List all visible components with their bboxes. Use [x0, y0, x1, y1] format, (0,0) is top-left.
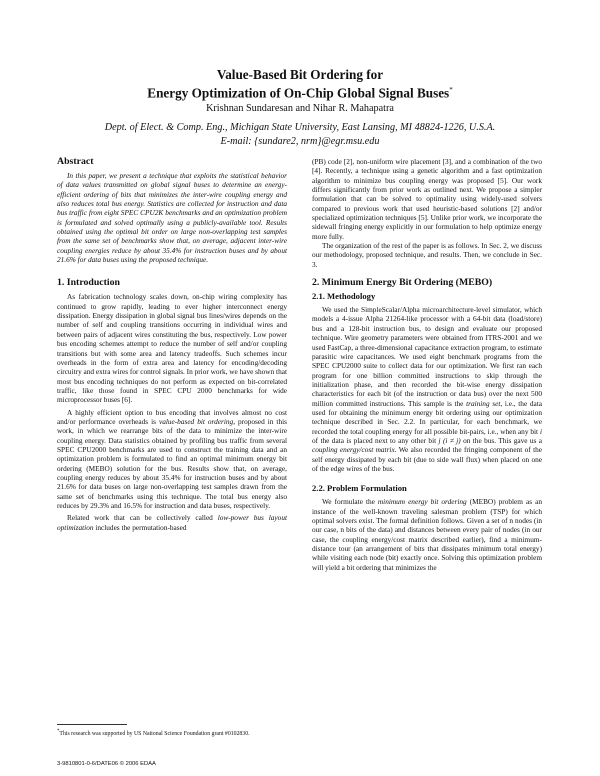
footnote	[57, 728, 285, 738]
methodology-text-b: , i.e., the data used for obtaining the minimum energy bit ordering using our optimization technique described in Sec. 2.2. In particular, for each benchmark, we recorded the total coupling energy for all possible bit-pairs, i.e., when any bit	[312, 398, 543, 436]
intro-continued-paragraph: (PB) code [2], non-uniform wire placement [3], and a combination of the two [4]. Recently, a technique using a genetic algorithm and a fast optimization algorithm to minimize bus coupling energy was proposed [5]. Our work differs significantly from prior work as outlined next. We propose a simpler formulation that can be solved to optimality using widely-used solvers compared to previous work that used heuristic-based solutions [2] and/or specialized optimization techniques [5]. Unlike prior work, we incorporate the sidewall fringing energy explicitly in our formulation to help optimize energy more fully.	[312, 157, 542, 241]
methodology-text-c: of the data is placed next to any other bit	[312, 435, 439, 445]
problem-formulation-heading: 2.2. Problem Formulation	[312, 483, 407, 494]
methodology-emphasis-2: i	[539, 426, 542, 436]
methodology-emphasis-1: training set	[466, 398, 501, 408]
methodology-heading: 2.1. Methodology	[312, 291, 376, 302]
left-column	[57, 156, 287, 532]
paper-title-text: Energy Optimization of On-Chip Global Signal Buses	[147, 85, 450, 101]
footnote-rule	[57, 724, 127, 725]
methodology-text-a: We used the SimpleScalar/Alpha microarchitecture-level simulator, which models a 4-issue Alpha 21264-like processor with a 64-bit data (load/store) bus and a 128-bit instruction bus, to design and evaluate our proposed technique. Wire geometry parameters were obtained from ITRS-2001 and we used FastCap, a three-dimensional capacitance extraction program, to estimate parasitic wire capacitances. We used eight benchmark programs from the SPEC CPU2000 suite to collect data for our optimization. We first ran each program for one billion committed instructions to skip through the initialization phase, and then recorded the bit-wise energy dissipation characteristics for each bit (of the instruction or data bus) over the next 500 million committed instructions. This sample is the	[312, 305, 542, 408]
page-footer: 3-9810801-0-6/DATE06 © 2006 EDAA	[57, 761, 156, 767]
footnote-mark: *	[57, 729, 60, 734]
footnote-text: This research was supported by US National Science Foundation grant #0102830.	[59, 730, 250, 737]
intro-p2-text-a: A highly efficient option to bus encoding that involves almost no cost and/or performance overheads is	[57, 407, 287, 426]
authors: Krishnan Sundaresan and Nihar R. Mahapatra	[206, 103, 394, 114]
methodology-emphasis-3: j (i ≠ j)	[438, 435, 461, 445]
methodology-paragraph	[312, 305, 542, 473]
abstract-text: In this paper, we present a technique that exploits the statistical behavior of data values transmitted on global signal buses to determine an energy-efficient ordering of bits that minimizes the inter-wire coupling energy and also reduces total bus energy. Statistics are collected for instruction and data bus traffic from eight SPEC CPU2K benchmarks and an optimization problem is formulated and solved optimally using a publicly-available tool. Results obtained using the optimal bit order on large non-overlapping test samples from the same set of benchmarks show that, on average, adjacent inter-wire coupling energies reduce by about 35.4% for instruction buses and by about 21.6% for data buses using the proposed technique.	[57, 171, 287, 265]
methodology-emphasis-4: coupling energy/cost matrix	[312, 445, 395, 455]
formulation-text-a: We formulate the	[322, 497, 378, 507]
title-footnote-mark: *	[449, 86, 453, 94]
formulation-text-b: (MEBO) problem as an instance of the well-known traveling salesman problem (TSP) for which optimal solvers exist. The formal definition follows. Given a set of n nodes (in our case, n bits of the data) and distances between every pair of nodes (in our case, the coupling energy/cost matrix described earlier), find a minimum-distance tour (an arrangement of bits that dissipates minimum total energy) while visiting each node (bit) exactly once. Solving this optimization problem will yield a bit ordering that minimizes the	[312, 497, 542, 572]
organization-paragraph: The organization of the rest of the paper is as follows. In Sec. 2, we discuss our methodology, proposed technique, and results. Then, we conclude in Sec. 3.	[312, 241, 542, 269]
intro-p3-emphasis: low-power bus layout optimization	[57, 513, 287, 532]
affiliation: Dept. of Elect. & Comp. Eng., Michigan State University, East Lansing, MI 48824-1226, U.S.A.	[104, 122, 496, 133]
paper-title-line1: Value-Based Bit Ordering for	[216, 67, 384, 82]
intro-paragraph-1: As fabrication technology scales down, on-chip wiring complexity has continued to grow rapidly, leading to ever higher interconnect energy dissipation. Energy dissipation in global signal bus lines/wires depends on the number of self and coupling transitions occurring in individual wires and between pairs of adjacent wires constituting the bus, respectively. Low power bus encoding schemes attempt to reduce the number of self and/or coupling transitions but with some area and latency tradeoffs. Such schemes incur overheads in the form of extra area and latency for encoding/decoding circuitry and extra wires for control signals. In prior work, we have shown that most bus encoding techniques do not perform as expected on bit-correlated traffic, like those found in SPEC CPU 2000 benchmarks for wide microprocessor buses [6].	[57, 292, 287, 405]
intro-p3-text-b: includes the permutation-based	[93, 522, 187, 532]
right-column	[312, 157, 542, 572]
intro-heading: 1. Introduction	[57, 277, 120, 289]
email: E-mail: {sundare2, nrm}@egr.msu.edu	[220, 136, 380, 147]
paper-title-line2	[60, 82, 540, 101]
abstract-heading: Abstract	[57, 156, 94, 167]
intro-paragraph-3	[57, 513, 287, 532]
section-2-heading: 2. Minimum Energy Bit Ordering (MEBO)	[312, 277, 493, 289]
problem-formulation-paragraph	[312, 497, 542, 572]
intro-paragraph-2	[57, 408, 287, 511]
formulation-emphasis: minimum energy bit ordering	[377, 497, 467, 507]
methodology-text-e: . We also recorded the fringing component of the self energy dissipated by each bit (due to side wall flux) when placed on one of the edge wires of the bus.	[312, 445, 542, 473]
intro-p3-text-a: Related work that can be collectively called	[67, 513, 218, 523]
methodology-text-d: on the bus. This gave us a	[460, 435, 543, 445]
intro-p2-emphasis: value-based bit ordering	[158, 416, 234, 426]
intro-p2-text-b: , proposed in this work, in which we rearrange bits of the data to minimize the inter-wire coupling energy. Data statistics obtained by profiling bus traffic from several SPEC CPU2000 benchmarks are used to construct the training data and an optimization problem is formulated to find an optimal minimum energy bit ordering (MEBO) solution for the bus. Results show that, on average, coupling energy reduces by about 35.4% for instruction buses and by about 21.6% for data buses on large non-overlapping test samples drawn from the same set of benchmarks using this technique. The total bus energy also reduces by 29.3% and 16.5% for instruction and data buses, respectively.	[57, 416, 287, 510]
